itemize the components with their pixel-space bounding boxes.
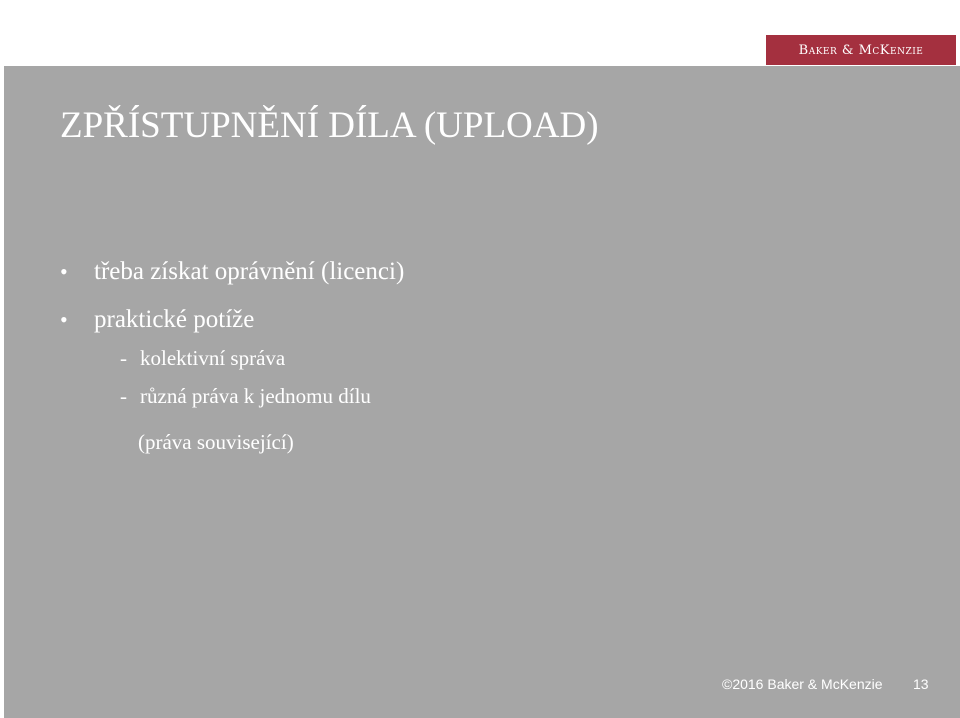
content-area bbox=[4, 66, 960, 718]
baker-mckenzie-logo bbox=[766, 35, 956, 65]
sub-item-marker: - bbox=[120, 384, 127, 408]
bullet-item bbox=[60, 306, 254, 334]
sub-item-continuation: (práva související) bbox=[138, 430, 294, 454]
logo-text: Baker & McKenzie bbox=[798, 42, 924, 58]
sub-item bbox=[120, 346, 285, 371]
bullet-text: třeba získat oprávnění (licenci) bbox=[94, 258, 405, 285]
bullet-item bbox=[60, 258, 404, 286]
footer-copyright: ©2016 Baker & McKenzie bbox=[722, 676, 883, 692]
sub-item-marker: - bbox=[120, 346, 127, 370]
sub-item-text: různá práva k jednomu dílu bbox=[140, 384, 371, 408]
bullet-marker: • bbox=[60, 307, 68, 332]
page-number: 13 bbox=[913, 676, 929, 692]
sub-item bbox=[120, 384, 371, 409]
slide-title: ZPŘÍSTUPNĚNÍ DÍLA (UPLOAD) bbox=[60, 105, 599, 146]
bullet-marker: • bbox=[60, 259, 68, 284]
sub-item-text: kolektivní správa bbox=[140, 346, 286, 370]
bullet-text: praktické potíže bbox=[94, 306, 255, 333]
